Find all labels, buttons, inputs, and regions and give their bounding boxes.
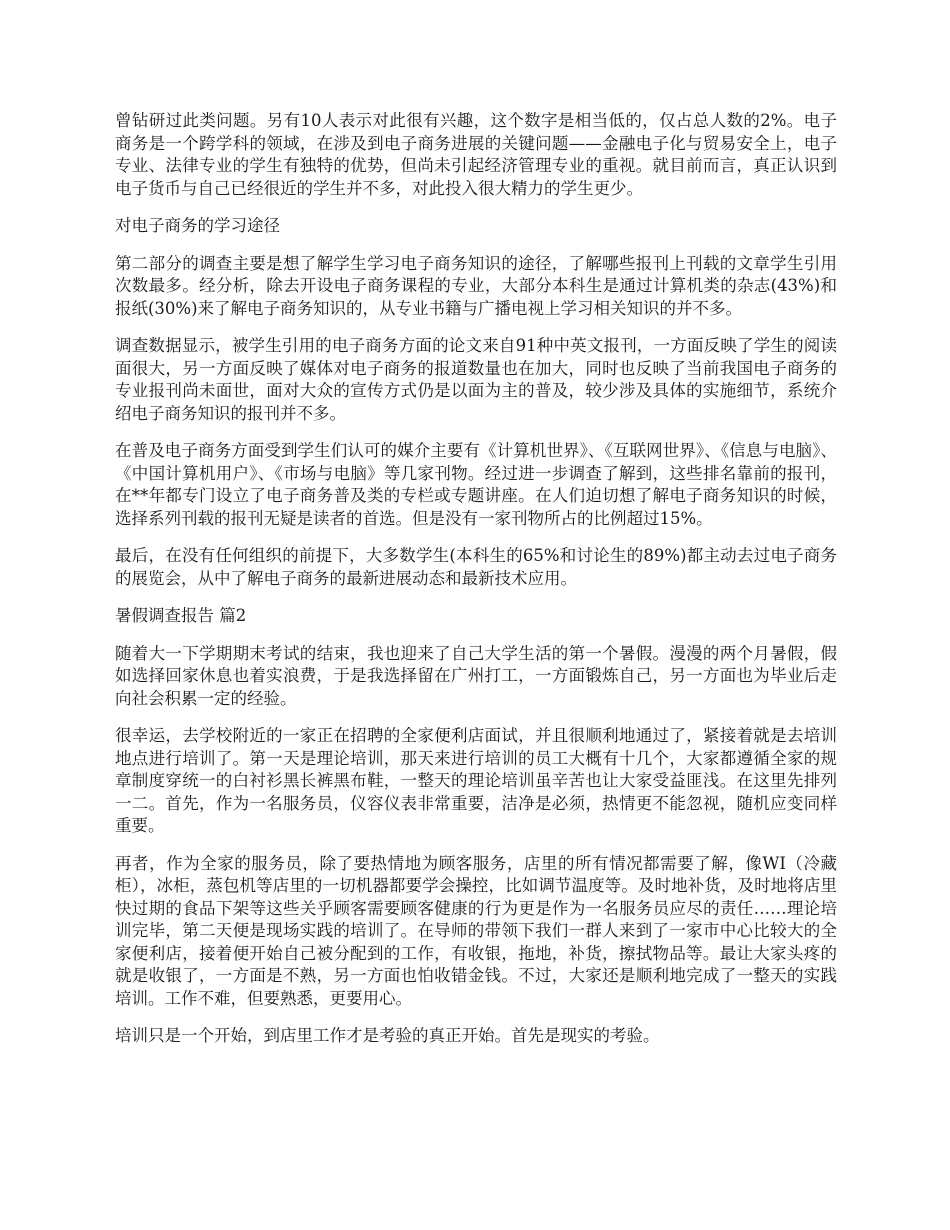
- paragraph-cited-publications: 调查数据显示，被学生引用的电子商务方面的论文来自91种中英文报刊，一方面反映了学生的阅读面很大，另一方面反映了媒体对电子商务的报道数量也在加大，同时也反映了当前我国电子商务的专业报刊尚未面世，面对大众的宣传方式仍是以面为主的普及，较少涉及具体的实施细节，系统介绍电子商务知识的报刊并不多。: [115, 336, 837, 423]
- paragraph-summer-intro: 随着大一下学期期末考试的结束，我也迎来了自己大学生活的第一个暑假。漫漫的两个月暑假，假如选择回家休息也着实浪费，于是我选择留在广州打工，一方面锻炼自己，另一方面也为毕业后走向社会积累一定的经验。: [115, 643, 837, 708]
- paragraph-training-day-one: 很幸运，去学校附近的一家正在招聘的全家便利店面试，并且很顺利地通过了，紧接着就是去培训地点进行培训了。第一天是理论培训，那天来进行培训的员工大概有十几个，大家都遵循全家的规章制度穿统一的白衬衫黑长裤黑布鞋，一整天的理论培训虽辛苦也让大家受益匪浅。在这里先排列一二。首先，作为一名服务员，仪容仪表非常重要，洁净是必须，热情更不能忽视，随机应变同样重要。: [115, 726, 837, 835]
- paragraph-training-day-two: 再者，作为全家的服务员，除了要热情地为顾客服务，店里的所有情况都需要了解，像WI（冷藏柜），冰柜，蒸包机等店里的一切机器都要学会操控，比如调节温度等。及时地补货，及时地将店里快过期的食品下架等这些关乎顾客需要顾客健康的行为更是作为一名服务员应尽的责任……理论培训完毕，第二天便是现场实践的培训了。在导师的带领下我们一群人来到了一家市中心比较大的全家便利店，接着便开始自己被分配到的工作，有收银，拖地，补货，擦拭物品等。最让大家头疼的就是收银了，一方面是不熟，另一方面也怕收错金钱。不过，大家还是顺利地完成了一整天的实践培训。工作不难，但要熟悉，更要用心。: [115, 853, 837, 1008]
- paragraph-recognized-media: 在普及电子商务方面受到学生们认可的媒介主要有《计算机世界》、《互联网世界》、《信息与电脑》、《中国计算机用户》、《市场与电脑》等几家刊物。经过进一步调查了解到，这些排名靠前的报刊，在**年都专门设立了电子商务普及类的专栏或专题讲座。在人们迫切想了解电子商务知识的时候，选择系列刊载的报刊无疑是读者的首选。但是没有一家刊物所占的比例超过15%。: [115, 441, 837, 528]
- paragraph-real-test: 培训只是一个开始，到店里工作才是考验的真正开始。首先是现实的考验。: [115, 1026, 660, 1045]
- section-heading-report-2: 暑假调查报告 篇2: [115, 606, 247, 625]
- paragraph-exhibitions: 最后，在没有任何组织的前提下，大多数学生(本科生的65%和讨论生的89%)都主动去过电子商务的展览会，从中了解电子商务的最新进展动态和最新技术应用。: [115, 546, 837, 588]
- paragraph-learning-channels: 第二部分的调查主要是想了解学生学习电子商务知识的途径，了解哪些报刊上刊载的文章学生引用次数最多。经分析，除去开设电子商务课程的专业，大部分本科生是通过计算机类的杂志(43%)和报纸(30%)来了解电子商务知识的，从专业书籍与广播电视上学习相关知识的并不多。: [115, 253, 837, 318]
- paragraph-survey-interest: 曾钻研过此类问题。另有10人表示对此很有兴趣，这个数字是相当低的，仅占总人数的2%。电子商务是一个跨学科的领域，在涉及到电子商务进展的关键问题——金融电子化与贸易安全上，电子专业、法律专业的学生有独特的优势，但尚未引起经济管理专业的重视。就目前而言，真正认识到电子货币与自己已经很近的学生并不多，对此投入很大精力的学生更少。: [115, 111, 837, 198]
- section-heading-learning-channels: 对电子商务的学习途径: [115, 216, 280, 235]
- document-body: [115, 110, 837, 1063]
